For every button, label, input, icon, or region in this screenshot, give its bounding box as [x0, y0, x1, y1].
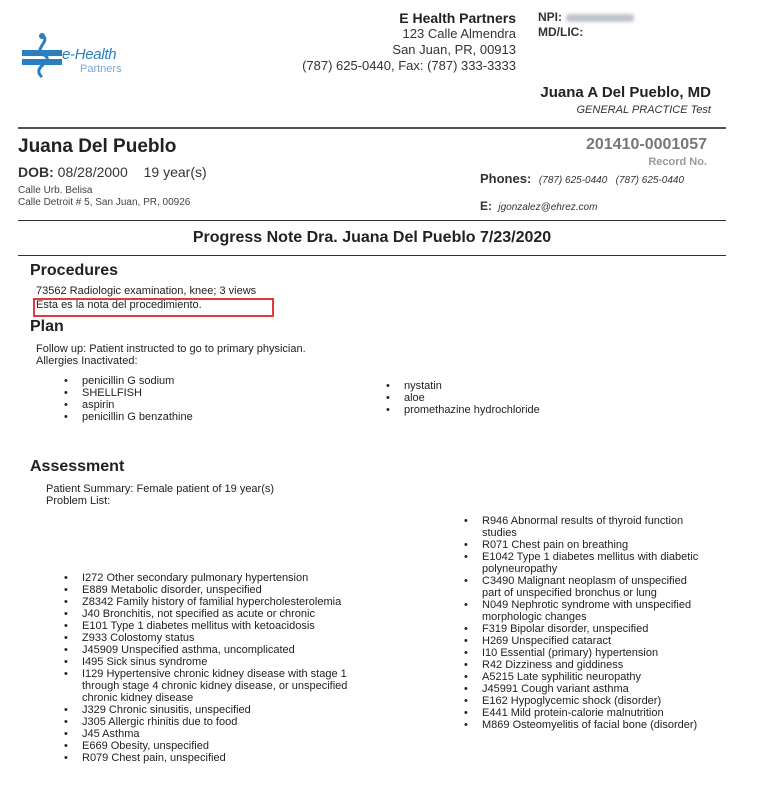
- list-item: • I129 Hypertensive chronic kidney disease with stage 1 through stage 4 chronic kidney disease, or unspecified chronic kidney disease: [60, 668, 370, 704]
- procedure-note: Esta es la nota del procedimiento.: [36, 299, 202, 311]
- patient-address-line1: Calle Urb. Belisa: [18, 185, 93, 196]
- phones-value: (787) 625-0440 (787) 625-0440: [538, 175, 685, 186]
- org-address-line1: 123 Calle Almendra: [402, 26, 516, 41]
- record-number-label: Record No.: [648, 156, 707, 168]
- patient-name: Juana Del Pueblo: [18, 136, 177, 157]
- list-item: • I10 Essential (primary) hypertension: [460, 647, 700, 659]
- list-item: • R079 Chest pain, unspecified: [60, 752, 370, 764]
- doctor-name: Juana A Del Pueblo, MD: [540, 84, 711, 101]
- organization-info: [302, 10, 516, 74]
- record-number-block: [586, 136, 707, 168]
- list-item: • J45909 Unspecified asthma, uncomplicated: [60, 644, 370, 656]
- patient-age: 19 year(s): [143, 164, 207, 180]
- problems-right-list: [460, 515, 700, 731]
- list-item: • promethazine hydrochloride: [382, 404, 540, 416]
- npi-redacted-value: [566, 14, 634, 22]
- allergies-right-list: [382, 380, 540, 416]
- list-item: • A5215 Late syphilitic neuropathy: [460, 671, 700, 683]
- list-item: • nystatin: [382, 380, 540, 392]
- list-item: • Z933 Colostomy status: [60, 632, 370, 644]
- patient-address-line2: Calle Detroit # 5, San Juan, PR, 00926: [18, 197, 191, 208]
- list-item: • J329 Chronic sinusitis, unspecified: [60, 704, 370, 716]
- list-item: • penicillin G benzathine: [60, 411, 193, 423]
- record-number: 201410-0001057: [585, 136, 707, 153]
- list-item: • N049 Nephrotic syndrome with unspecified morphologic changes: [460, 599, 700, 623]
- org-name: E Health Partners: [399, 10, 516, 26]
- procedures-heading: Procedures: [30, 262, 119, 279]
- list-item: • I272 Other secondary pulmonary hypertension: [60, 572, 370, 584]
- list-item: • Z8342 Family history of familial hypercholesterolemia: [60, 596, 370, 608]
- plan-followup: Follow up: Patient instructed to go to primary physician.: [36, 343, 306, 355]
- list-item: • M869 Osteomyelitis of facial bone (disorder): [460, 719, 700, 731]
- list-item: • C3490 Malignant neoplasm of unspecified part of unspecified bronchus or lung: [460, 575, 700, 599]
- dob-value: 08/28/2000: [57, 164, 128, 180]
- list-item: • H269 Unspecified cataract: [460, 635, 700, 647]
- logo-sub-text: Partners: [80, 63, 122, 75]
- dob-label: DOB:: [18, 164, 54, 180]
- list-item: • R946 Abnormal results of thyroid function studies: [460, 515, 700, 539]
- list-item: • F319 Bipolar disorder, unspecified: [460, 623, 700, 635]
- list-item: • penicillin G sodium: [60, 375, 193, 387]
- list-item: • E441 Mild protein-calorie malnutrition: [460, 707, 700, 719]
- list-item: • J45991 Cough variant asthma: [460, 683, 700, 695]
- list-item: • J40 Bronchitis, not specified as acute or chronic: [60, 608, 370, 620]
- procedure-line: 73562 Radiologic examination, knee; 3 views: [36, 285, 257, 297]
- npi-block: [538, 10, 634, 40]
- patient-summary: Patient Summary: Female patient of 19 year(s): [46, 483, 275, 495]
- doctor-info: [540, 84, 711, 116]
- list-item: • SHELLFISH: [60, 387, 193, 399]
- mdlic-label: MD/LIC:: [538, 25, 584, 39]
- header-divider: [18, 127, 726, 129]
- plan-heading: Plan: [30, 318, 64, 335]
- highlight-box: [33, 298, 274, 317]
- patient-divider: [18, 220, 726, 221]
- doctor-specialty: GENERAL PRACTICE Test: [576, 104, 711, 116]
- clinic-logo: [22, 33, 142, 83]
- list-item: • E1042 Type 1 diabetes mellitus with diabetic polyneuropathy: [460, 551, 700, 575]
- npi-label: NPI:: [538, 10, 562, 24]
- org-phone-fax: (787) 625-0440, Fax: (787) 333-3333: [302, 58, 516, 73]
- title-divider: [18, 255, 726, 256]
- list-item: • J45 Asthma: [60, 728, 370, 740]
- email-value: jgonzalez@ehrez.com: [498, 202, 598, 213]
- list-item: • I495 Sick sinus syndrome: [60, 656, 370, 668]
- phones-label: Phones:: [480, 171, 532, 186]
- list-item: • E889 Metabolic disorder, unspecified: [60, 584, 370, 596]
- list-item: • R42 Dizziness and giddiness: [460, 659, 700, 671]
- list-item: • aspirin: [60, 399, 193, 411]
- assessment-heading: Assessment: [30, 458, 125, 475]
- list-item: • E162 Hypoglycemic shock (disorder): [460, 695, 700, 707]
- patient-address: [18, 185, 190, 209]
- list-item: • R071 Chest pain on breathing: [460, 539, 700, 551]
- list-item: • E669 Obesity, unspecified: [60, 740, 370, 752]
- list-item: • E101 Type 1 diabetes mellitus with ketoacidosis: [60, 620, 370, 632]
- org-address-line2: San Juan, PR, 00913: [392, 42, 516, 57]
- list-item: • aloe: [382, 392, 540, 404]
- patient-dob: [18, 164, 207, 180]
- email-label: E:: [480, 199, 492, 213]
- allergies-left-list: [60, 375, 193, 423]
- problems-left-list: [60, 572, 370, 764]
- allergies-label: Allergies Inactivated:: [36, 355, 138, 367]
- problem-list-label: Problem List:: [46, 495, 111, 507]
- note-title: Progress Note Dra. Juana Del Pueblo 7/23/2020: [192, 229, 552, 246]
- logo-main-text: e-Health: [62, 46, 117, 63]
- patient-email: [480, 199, 597, 213]
- patient-phones: [480, 171, 684, 186]
- list-item: • J305 Allergic rhinitis due to food: [60, 716, 370, 728]
